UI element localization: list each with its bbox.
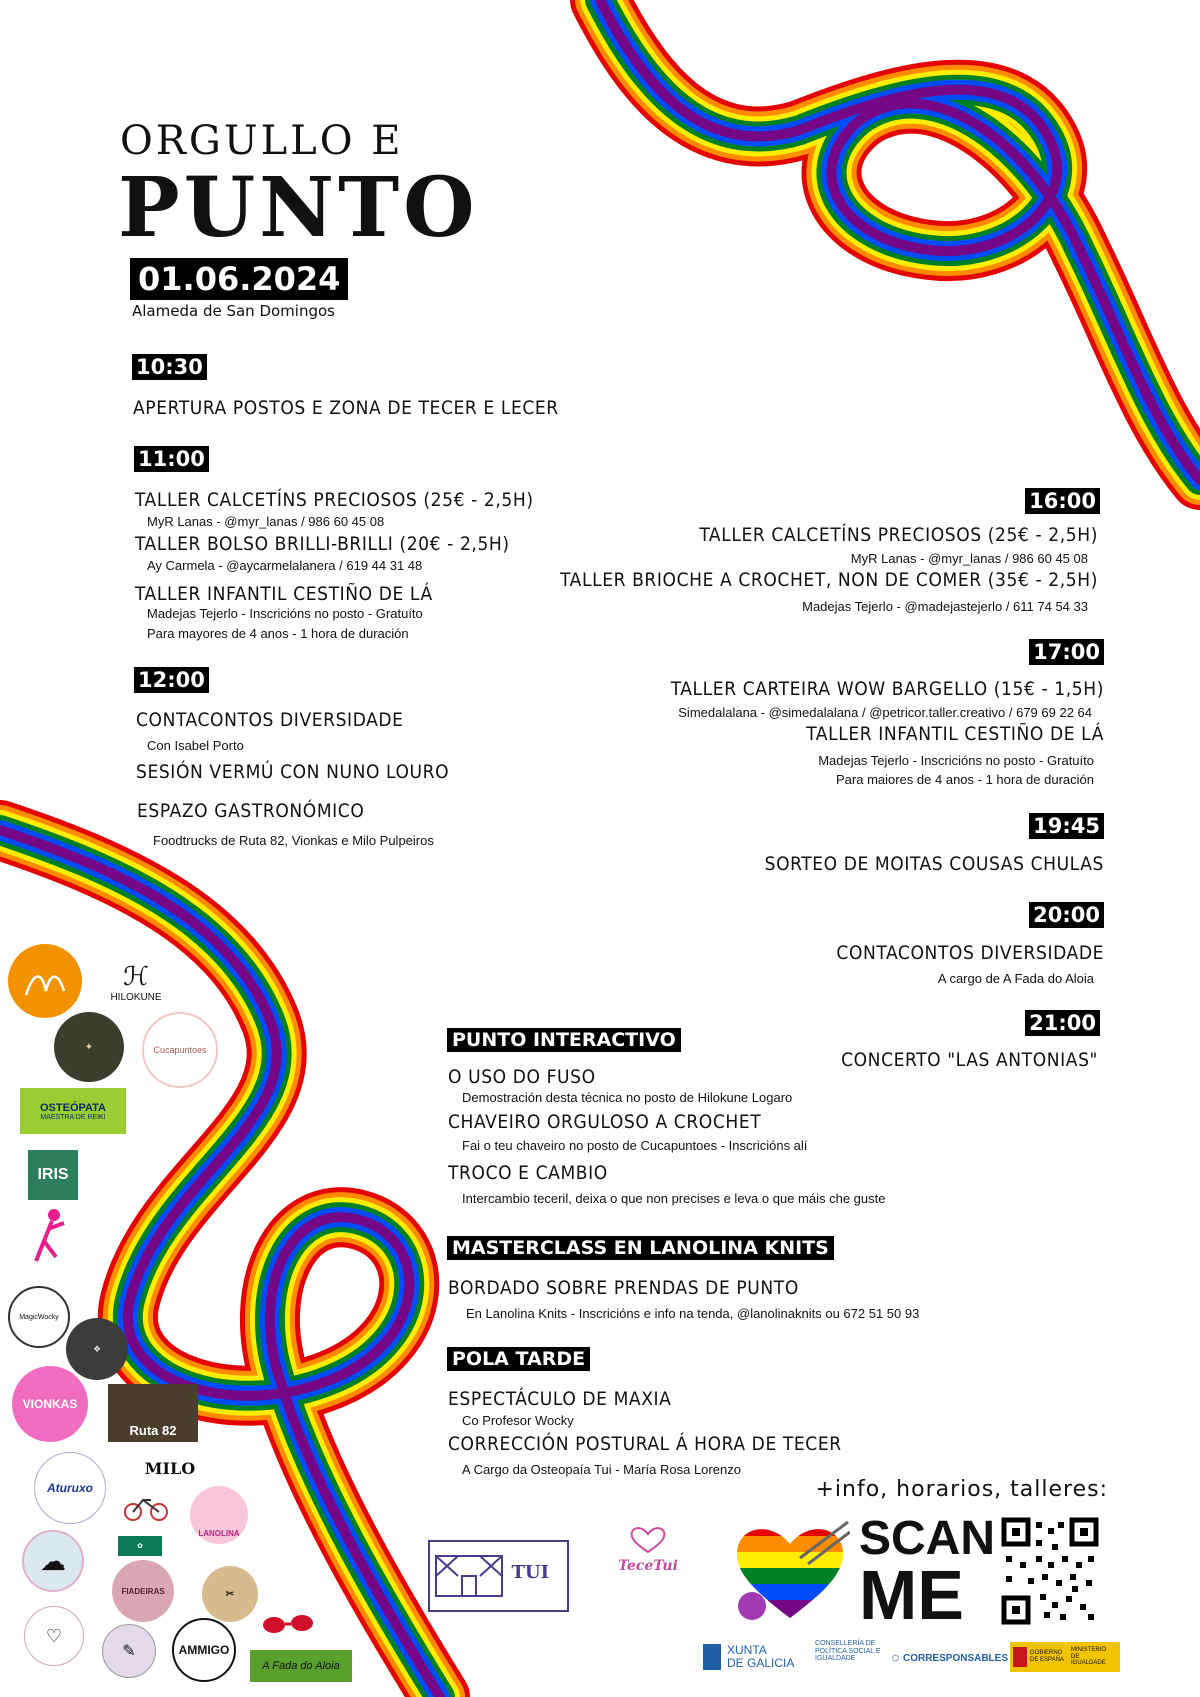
event-title: TALLER CARTEIRA WOW BARGELLO (15€ - 1,5H) bbox=[670, 678, 1104, 700]
milo-label: MILO bbox=[144, 1458, 196, 1478]
green-label-mark-icon: ✿ bbox=[137, 1543, 143, 1550]
xunta-label: XUNTA DE GALICIA bbox=[727, 1642, 795, 1670]
sponsor-logo-fiadeiras bbox=[112, 1560, 174, 1622]
xunta-logo bbox=[703, 1640, 813, 1674]
event-title: APERTURA POSTOS E ZONA DE TECER E LECER bbox=[133, 397, 559, 419]
dancer-icon bbox=[30, 1207, 70, 1267]
gobierno-logo bbox=[1010, 1642, 1120, 1672]
event-detail: Madejas Tejerlo - Inscricións no posto - Gratuíto bbox=[147, 606, 423, 621]
scan-me-label bbox=[858, 1512, 995, 1634]
event-title: SORTEO DE MOITAS COUSAS CHULAS bbox=[764, 853, 1104, 875]
sponsor-logo-ruta82 bbox=[108, 1384, 198, 1442]
event-title: TALLER CALCETÍNS PRECIOSOS (25€ - 2,5H) bbox=[135, 489, 534, 511]
needles-icon bbox=[20, 961, 70, 1001]
title-line-2: PUNTO bbox=[118, 160, 479, 256]
spain-shield-icon bbox=[1013, 1647, 1027, 1667]
event-title: CONCERTO "LAS ANTONIAS" bbox=[841, 1049, 1098, 1071]
sponsor-logo-magicwocky bbox=[8, 1286, 70, 1348]
section-item-detail: Fai o teu chaveiro no posto de Cucapuntoes - Inscricións alí bbox=[462, 1138, 808, 1153]
sponsor-logo-fabrica bbox=[24, 1606, 84, 1666]
section-item-title: BORDADO SOBRE PRENDAS DE PUNTO bbox=[448, 1277, 799, 1299]
sponsor-logo-fada bbox=[250, 1650, 352, 1682]
event-title: CONTACONTOS DIVERSIDADE bbox=[136, 709, 404, 731]
consellaria-label: CONSELLERÍA DE POLÍTICA SOCIAL E IGUALDADE bbox=[815, 1640, 881, 1663]
event-title: TALLER BRIOCHE A CROCHET, NON DE COMER (35€ - 2,5H) bbox=[560, 569, 1098, 591]
ammigo-label: AMMIGO bbox=[178, 1643, 230, 1657]
time-badge: 17:00 bbox=[1029, 639, 1104, 665]
section-item-title: CORRECCIÓN POSTURAL Á HORA DE TECER bbox=[448, 1433, 842, 1455]
event-date: 01.06.2024 bbox=[130, 258, 348, 300]
time-badge: 10:30 bbox=[132, 354, 207, 380]
event-detail: MyR Lanas - @myr_lanas / 986 60 45 08 bbox=[850, 551, 1088, 566]
osteopata-label: OSTEÓPATA bbox=[40, 1101, 106, 1114]
sponsor-logo-lanolina bbox=[190, 1486, 248, 1544]
sponsor-logo-ammigo bbox=[172, 1618, 236, 1682]
gobierno-label: GOBIERNO DE ESPAÑA bbox=[1030, 1650, 1064, 1663]
qr-code-icon[interactable] bbox=[1000, 1516, 1100, 1626]
event-detail: Madejas Tejerlo - @madejastejerlo / 611 74 54 33 bbox=[802, 599, 1088, 614]
osteopata-sub-label: MAESTRA DE REIKI bbox=[40, 1113, 106, 1121]
event-title: SESIÓN VERMÚ CON NUNO LOURO bbox=[136, 761, 450, 783]
section-heading: POLA TARDE bbox=[447, 1347, 590, 1371]
section-item-detail: Co Profesor Wocky bbox=[462, 1413, 574, 1428]
corresponsables-logo bbox=[892, 1646, 1008, 1670]
time-badge: 19:45 bbox=[1029, 813, 1104, 839]
sponsor-logo-milo bbox=[130, 1452, 210, 1484]
sheep-icon: ☁ bbox=[40, 1545, 66, 1576]
section-item-title: CHAVEIRO ORGULOSO A CROCHET bbox=[448, 1111, 762, 1133]
event-title: ESPAZO GASTRONÓMICO bbox=[137, 800, 365, 822]
sponsor-logo-osteopata bbox=[20, 1088, 126, 1134]
sponsor-logo-sunglasses bbox=[258, 1604, 318, 1644]
sunglasses-icon bbox=[260, 1609, 316, 1639]
event-detail: Ay Carmela - @aycarmelalanera / 619 44 31 48 bbox=[147, 558, 423, 573]
pins-icon: ✎ bbox=[122, 1643, 136, 1660]
section-item-detail: A Cargo da Osteopaía Tui - María Rosa Lorenzo bbox=[462, 1462, 741, 1477]
mr-mark-icon: ✂ bbox=[225, 1588, 235, 1600]
sponsor-logo-bike bbox=[118, 1492, 174, 1524]
iris-label: IRIS bbox=[37, 1166, 69, 1183]
hk-monogram-icon: ℋ bbox=[123, 961, 149, 992]
sponsor-logo-hilokune bbox=[102, 952, 170, 1012]
time-badge: 11:00 bbox=[134, 446, 209, 472]
event-detail: MyR Lanas - @myr_lanas / 986 60 45 08 bbox=[147, 514, 385, 529]
event-detail: Madejas Tejerlo - Inscricións no posto - Gratuíto bbox=[818, 753, 1094, 768]
event-title: TALLER BOLSO BRILLI-BRILLI (20€ - 2,5H) bbox=[135, 533, 510, 555]
event-title: TALLER CALCETÍNS PRECIOSOS (25€ - 2,5H) bbox=[699, 524, 1098, 546]
event-detail: Para mayores de 4 anos - 1 hora de duración bbox=[147, 626, 409, 641]
event-detail: Foodtrucks de Ruta 82, Vionkas e Milo Pulpeiros bbox=[153, 833, 434, 848]
sponsor-logo-labores bbox=[102, 1624, 156, 1678]
sponsor-logo-green-label bbox=[118, 1536, 162, 1556]
section-item-detail: En Lanolina Knits - Inscricións e info na tenda, @lanolinaknits ou 672 51 50 93 bbox=[466, 1306, 920, 1321]
tui-logo bbox=[428, 1540, 569, 1612]
time-badge: 21:00 bbox=[1025, 1010, 1100, 1036]
section-item-title: O USO DO FUSO bbox=[448, 1066, 596, 1088]
aturuxo-label: Aturuxo bbox=[47, 1481, 93, 1495]
scan-line-2: ME bbox=[858, 1555, 964, 1634]
ministerio-label: MINISTERIO DE IGUALDADE bbox=[1071, 1647, 1107, 1667]
event-title: TALLER INFANTIL CESTIÑO DE LÁ bbox=[135, 583, 433, 605]
footer-info: +info, horarios, talleres: bbox=[815, 1477, 1108, 1502]
fiadeiras-label: FIADEIRAS bbox=[121, 1586, 165, 1596]
title-line-1: ORGULLO E bbox=[120, 118, 404, 164]
sponsor-logo-knit-icon bbox=[8, 944, 82, 1018]
section-heading: PUNTO INTERACTIVO bbox=[447, 1028, 681, 1052]
sponsor-logo-cucapuntoes bbox=[142, 1012, 218, 1088]
dark-circle-mark-icon: ✦ bbox=[84, 1041, 94, 1053]
section-heading: MASTERCLASS EN LANOLINA KNITS bbox=[447, 1236, 834, 1260]
sponsor-logo-iris bbox=[28, 1150, 78, 1200]
sponsor-logo-dark-circle bbox=[54, 1012, 124, 1082]
scan-line-1: SCAN bbox=[858, 1512, 995, 1565]
section-item-detail: Intercambio teceril, deixa o que non precises e leva o que máis che guste bbox=[462, 1191, 886, 1206]
event-detail: A cargo de A Fada do Aloia bbox=[937, 971, 1094, 986]
event-title: CONTACONTOS DIVERSIDADE bbox=[836, 942, 1104, 964]
heart-icon: ♡ bbox=[45, 1625, 63, 1646]
corresponsables-label: CORRESPONSABLES bbox=[902, 1652, 1008, 1664]
time-badge: 16:00 bbox=[1025, 488, 1100, 514]
lanolina-label: LANOLINA bbox=[198, 1529, 240, 1538]
sponsor-logo-aturuxo bbox=[34, 1452, 106, 1524]
magicwocky-label: MagicWocky bbox=[19, 1313, 59, 1321]
sponsor-logo-grey-circle bbox=[66, 1318, 128, 1380]
hilokune-label: HILOKUNE bbox=[110, 991, 162, 1003]
ruta82-label: Ruta 82 bbox=[129, 1423, 177, 1438]
event-venue: Alameda de San Domingos bbox=[132, 302, 335, 320]
castle-icon bbox=[434, 1550, 504, 1602]
section-item-title: TROCO E CAMBIO bbox=[448, 1162, 608, 1184]
event-detail: Para maiores de 4 anos - 1 hora de duración bbox=[836, 772, 1094, 787]
bicycle-icon bbox=[121, 1494, 171, 1522]
time-badge: 12:00 bbox=[134, 667, 209, 693]
yarn-heart-icon bbox=[730, 1518, 850, 1623]
cucapuntoes-label: Cucapuntoes bbox=[153, 1045, 207, 1055]
grey-circle-mark-icon: ❖ bbox=[92, 1343, 102, 1354]
event-detail: Con Isabel Porto bbox=[147, 738, 244, 753]
time-badge: 20:00 bbox=[1029, 902, 1104, 928]
section-item-detail: Demostración desta técnica no posto de Hilokune Logaro bbox=[462, 1090, 793, 1105]
tecetui-label: TeceTui bbox=[618, 1558, 678, 1574]
sponsor-logo-sheep bbox=[22, 1530, 84, 1592]
vionkas-label: VIONKAS bbox=[22, 1397, 78, 1411]
heart-outline-icon bbox=[628, 1526, 668, 1554]
xunta-shield-icon bbox=[703, 1644, 721, 1670]
section-item-title: ESPECTÁCULO DE MAXIA bbox=[448, 1388, 672, 1410]
tecetui-logo bbox=[608, 1526, 688, 1596]
fada-label: A Fada do Aloia bbox=[262, 1660, 340, 1672]
tui-label: TUI bbox=[511, 1562, 549, 1583]
sponsor-logo-mr bbox=[202, 1566, 258, 1622]
event-title: TALLER INFANTIL CESTIÑO DE LÁ bbox=[806, 723, 1104, 745]
sponsor-logo-dancer bbox=[28, 1206, 72, 1268]
event-detail: Simedalalana - @simedalalana / @petricor.taller.creativo / 679 69 22 64 bbox=[678, 705, 1092, 720]
sponsor-logo-vionkas bbox=[12, 1366, 88, 1442]
star-icon bbox=[892, 1646, 899, 1670]
